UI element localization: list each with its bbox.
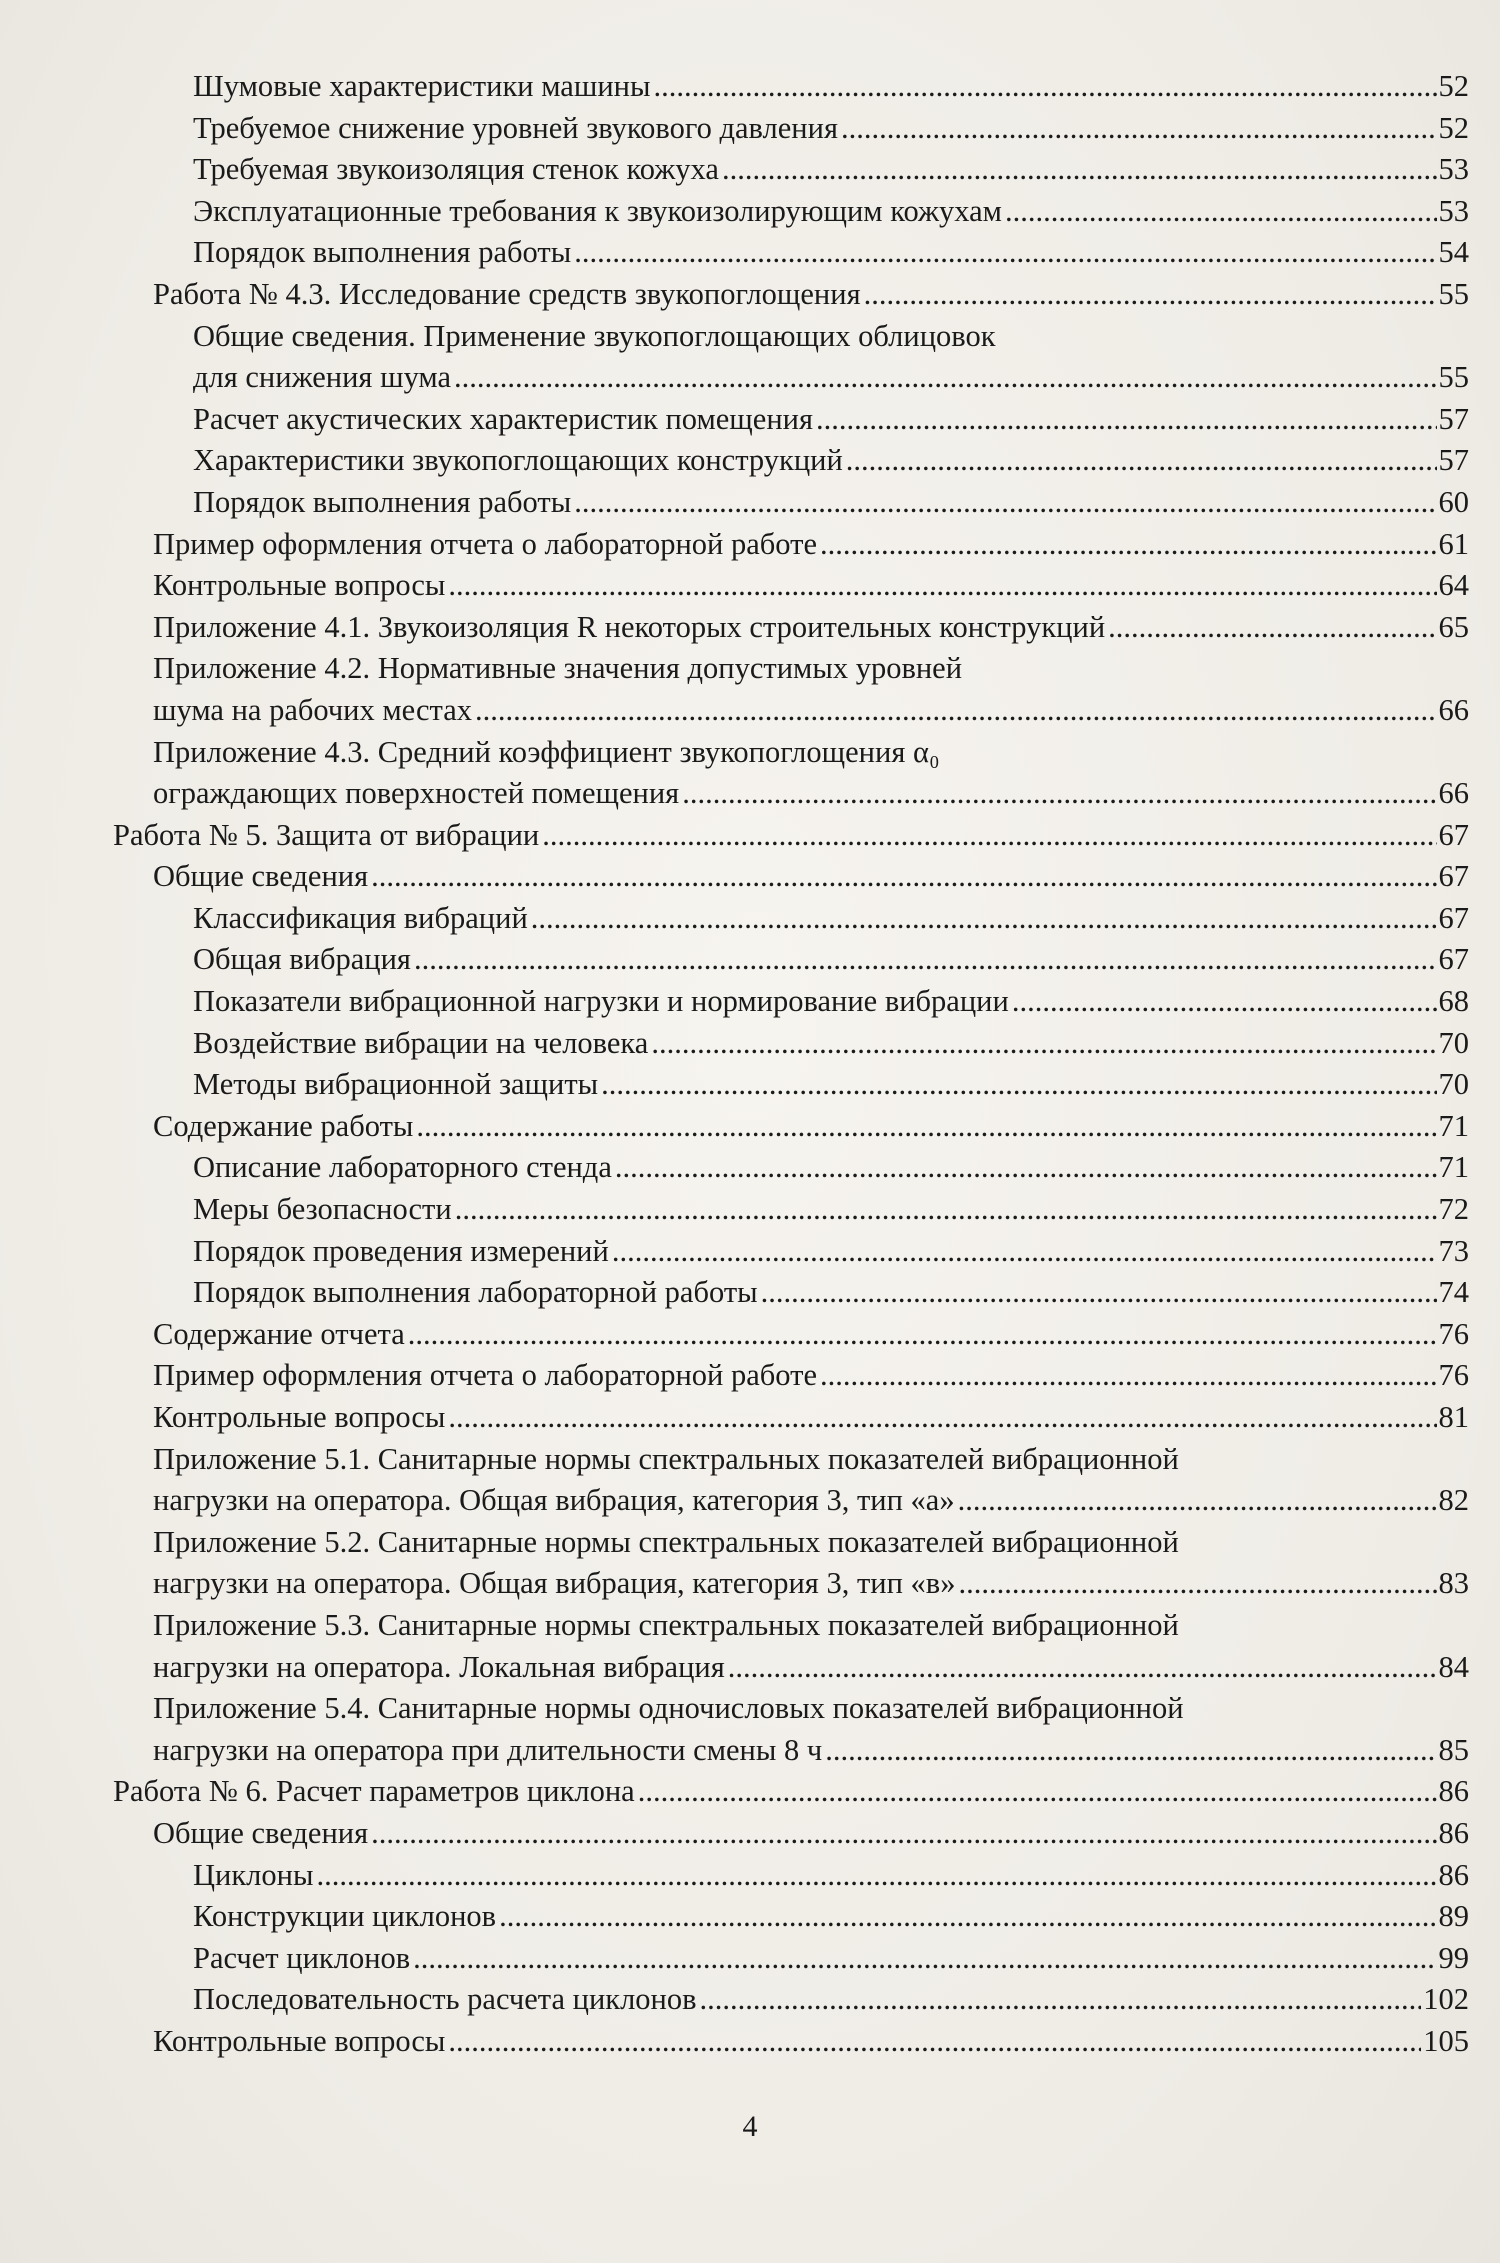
toc-entry-title: Порядок выполнения лабораторной работы — [193, 1275, 758, 1310]
toc-entry — [0, 1189, 1500, 1231]
dot-leader — [612, 1233, 1437, 1267]
toc-entry-page: 65 — [1438, 609, 1469, 644]
dot-leader — [728, 1649, 1437, 1683]
toc-entry-title: Пример оформления отчета о лабораторной работе — [153, 1358, 818, 1393]
toc-entry — [0, 1231, 1500, 1273]
toc-entry-title: Воздействие вибрации на человека — [193, 1025, 649, 1060]
toc-entry — [0, 981, 1500, 1023]
toc-entry-title: нагрузки на оператора. Общая вибрация, категория 3, тип «а» — [153, 1483, 955, 1518]
toc-entry-title: для снижения шума — [193, 360, 452, 395]
toc-entry-page: 61 — [1438, 526, 1469, 561]
toc-entry-page: 66 — [1438, 776, 1469, 811]
toc-entry-title: Работа № 5. Защита от вибрации — [113, 817, 540, 852]
page-number: 4 — [742, 2110, 758, 2143]
table-of-contents — [0, 66, 1500, 2063]
toc-entry — [0, 939, 1500, 981]
toc-entry — [0, 399, 1500, 441]
toc-entry-page: 57 — [1438, 443, 1469, 478]
toc-entry — [0, 856, 1500, 898]
toc-entry-title: ограждающих поверхностей помещения — [153, 776, 680, 811]
toc-entry-page: 55 — [1438, 360, 1469, 395]
toc-entry-page: 67 — [1438, 900, 1469, 935]
toc-entry-title: Расчет акустических характеристик помещения — [193, 401, 813, 436]
toc-entry — [0, 274, 1500, 316]
toc-entry-title: Классификация вибраций — [193, 900, 528, 935]
toc-entry-page: 52 — [1438, 69, 1469, 103]
dot-leader — [761, 1274, 1437, 1308]
dot-leader — [371, 1815, 1436, 1849]
toc-entry-title: Порядок проведения измерений — [193, 1233, 609, 1268]
toc-entry — [0, 1688, 1500, 1771]
toc-entry-title: нагрузки на оператора при длительности смены 8 ч — [153, 1732, 823, 1767]
toc-entry-title: Приложение 5.3. Санитарные нормы спектральных показателей вибрационной — [153, 1607, 1179, 1642]
dot-leader — [816, 401, 1437, 435]
dot-leader — [958, 1565, 1436, 1599]
toc-entry-page: 86 — [1438, 1857, 1469, 1892]
toc-entry-title: шума на рабочих местах — [153, 692, 472, 727]
toc-entry-title: Контрольные вопросы — [153, 568, 446, 603]
toc-entry-title: Приложение 4.2. Нормативные значения допустимых уровней — [153, 651, 963, 686]
toc-entry-title: Работа № 6. Расчет параметров циклона — [113, 1774, 635, 1809]
dot-leader — [413, 1940, 1436, 1974]
toc-entry-page: 83 — [1438, 1566, 1469, 1601]
toc-entry-title: Меры безопасности — [193, 1192, 452, 1227]
toc-entry-title: Работа № 4.3. Исследование средств звукопоглощения — [153, 276, 861, 311]
dot-leader — [864, 276, 1437, 310]
toc-entry-title: Циклоны — [193, 1857, 314, 1892]
dot-leader — [722, 151, 1437, 185]
toc-entry — [0, 607, 1500, 649]
toc-entry-title: Требуемое снижение уровней звукового давления — [193, 110, 838, 145]
toc-entry-page: 67 — [1438, 817, 1469, 852]
toc-entry-title: Контрольные вопросы — [153, 2023, 446, 2058]
toc-entry-page: 67 — [1438, 942, 1469, 977]
toc-entry — [0, 2021, 1500, 2063]
toc-entry-title: нагрузки на оператора. Локальная вибрация — [153, 1649, 725, 1684]
toc-entry-page: 86 — [1438, 1774, 1469, 1809]
toc-entry-page: 66 — [1438, 692, 1469, 727]
toc-entry — [0, 232, 1500, 274]
toc-entry-page: 53 — [1438, 193, 1469, 228]
toc-entry — [0, 732, 1500, 815]
toc-entry — [0, 66, 1500, 108]
dot-leader — [316, 1857, 1436, 1891]
dot-leader — [455, 1191, 1437, 1225]
toc-entry-title: Конструкции циклонов — [193, 1899, 497, 1934]
dot-leader — [1005, 193, 1437, 227]
toc-entry-page: 60 — [1438, 484, 1469, 519]
toc-entry-title: Общие сведения — [153, 1815, 369, 1850]
toc-entry — [0, 1522, 1500, 1605]
toc-entry — [0, 1605, 1500, 1688]
toc-entry — [0, 316, 1500, 399]
dot-leader — [454, 359, 1436, 393]
toc-entry — [0, 1938, 1500, 1980]
toc-entry-page: 72 — [1438, 1192, 1469, 1227]
toc-entry-title: Эксплуатационные требования к звукоизолирующим кожухам — [193, 193, 1002, 228]
dot-leader — [416, 1108, 1436, 1142]
dot-leader — [653, 68, 1436, 102]
toc-entry — [0, 1314, 1500, 1356]
toc-entry-title: Общие сведения — [153, 859, 369, 894]
toc-entry-page: 64 — [1438, 568, 1469, 603]
toc-entry-title: Порядок выполнения работы — [193, 484, 572, 519]
toc-entry — [0, 1397, 1500, 1439]
dot-leader — [958, 1482, 1437, 1516]
dot-leader — [1012, 983, 1437, 1017]
toc-entry — [0, 524, 1500, 566]
toc-entry-title: Требуемая звукоизоляция стенок кожуха — [193, 152, 719, 187]
toc-entry — [0, 1896, 1500, 1938]
toc-entry-title: Показатели вибрационной нагрузки и нормирование вибрации — [193, 984, 1009, 1019]
toc-entry-page: 67 — [1438, 859, 1469, 894]
toc-entry-page: 76 — [1438, 1316, 1469, 1351]
toc-entry-page: 105 — [1423, 2023, 1469, 2058]
toc-entry — [0, 440, 1500, 482]
toc-entry-title: Контрольные вопросы — [153, 1400, 446, 1434]
toc-entry-page: 55 — [1438, 276, 1469, 311]
toc-entry-title: нагрузки на оператора. Общая вибрация, категория 3, тип «в» — [153, 1566, 956, 1601]
toc-entry-title: Общие сведения. Применение звукопоглощающих облицовок — [193, 318, 996, 353]
dot-leader — [651, 1025, 1436, 1059]
toc-entry-title: Содержание работы — [153, 1108, 414, 1143]
toc-entry-page: 89 — [1438, 1899, 1469, 1934]
dot-leader — [448, 567, 1436, 601]
dot-leader — [601, 1066, 1436, 1100]
dot-leader — [1108, 609, 1436, 643]
toc-entry-page: 71 — [1438, 1108, 1469, 1143]
toc-entry-title: Описание лабораторного стенда — [193, 1150, 612, 1185]
dot-leader — [574, 234, 1436, 268]
toc-entry — [0, 898, 1500, 940]
dot-leader — [408, 1316, 1437, 1350]
dot-leader — [542, 817, 1436, 851]
toc-entry-page: 54 — [1438, 235, 1469, 270]
toc-entry — [0, 648, 1500, 731]
toc-entry-page: 71 — [1438, 1150, 1469, 1185]
dot-leader — [700, 1981, 1422, 2015]
dot-leader — [448, 1399, 1436, 1433]
toc-entry — [0, 108, 1500, 150]
toc-entry-title: Характеристики звукопоглощающих конструкций — [193, 443, 843, 478]
toc-entry-page: 74 — [1438, 1275, 1469, 1310]
dot-leader — [371, 858, 1436, 892]
dot-leader — [531, 900, 1437, 934]
toc-entry-page: 73 — [1438, 1233, 1469, 1268]
toc-entry-title: Пример оформления отчета о лабораторной работе — [153, 526, 818, 561]
toc-entry — [0, 1813, 1500, 1855]
toc-entry-title: Приложение 4.3. Средний коэффициент звукопоглощения α₀ — [153, 734, 940, 769]
toc-entry — [0, 815, 1500, 857]
toc-entry-title: Приложение 4.1. Звукоизоляция R некоторых строительных конструкций — [153, 609, 1106, 644]
toc-entry — [0, 1855, 1500, 1897]
dot-leader — [414, 941, 1437, 975]
toc-entry-title: Расчет циклонов — [193, 1940, 411, 1975]
toc-entry-title: Шумовые характеристики машины — [193, 69, 651, 103]
toc-entry-title: Порядок выполнения работы — [193, 235, 572, 270]
toc-entry-page: 68 — [1438, 984, 1469, 1019]
toc-entry-title: Общая вибрация — [193, 942, 411, 977]
dot-leader — [499, 1898, 1436, 1932]
toc-entry — [0, 1979, 1500, 2021]
toc-entry — [0, 1272, 1500, 1314]
dot-leader — [574, 484, 1436, 518]
toc-entry — [0, 1355, 1500, 1397]
toc-entry-page: 82 — [1438, 1483, 1469, 1518]
toc-entry-page: 57 — [1438, 401, 1469, 436]
dot-leader — [615, 1149, 1437, 1183]
toc-entry — [0, 1106, 1500, 1148]
dot-leader — [841, 110, 1437, 144]
toc-entry-page: 99 — [1438, 1940, 1469, 1975]
toc-entry-title: Методы вибрационной защиты — [193, 1067, 599, 1102]
toc-entry — [0, 565, 1500, 607]
toc-entry-page: 76 — [1438, 1358, 1469, 1393]
toc-entry-page: 84 — [1438, 1649, 1469, 1684]
dot-leader — [475, 692, 1437, 726]
toc-entry — [0, 482, 1500, 524]
toc-entry — [0, 1147, 1500, 1189]
toc-entry-page: 52 — [1438, 110, 1469, 145]
dot-leader — [682, 775, 1436, 809]
toc-entry — [0, 1023, 1500, 1065]
toc-entry-page: 81 — [1438, 1400, 1469, 1434]
toc-entry-page: 85 — [1438, 1732, 1469, 1767]
toc-entry-page: 70 — [1438, 1067, 1469, 1102]
dot-leader — [448, 2023, 1421, 2057]
dot-leader — [638, 1773, 1437, 1807]
toc-entry — [0, 1439, 1500, 1522]
dot-leader — [825, 1732, 1436, 1766]
toc-entry-title: Содержание отчета — [153, 1316, 405, 1351]
toc-entry — [0, 1064, 1500, 1106]
toc-entry-page: 70 — [1438, 1025, 1469, 1060]
toc-entry-title: Приложение 5.2. Санитарные нормы спектральных показателей вибрационной — [153, 1524, 1179, 1559]
toc-entry — [0, 149, 1500, 191]
toc-entry-page: 102 — [1423, 1982, 1469, 2017]
toc-entry-title: Последовательность расчета циклонов — [193, 1982, 697, 2017]
toc-entry-page: 53 — [1438, 152, 1469, 187]
dot-leader — [820, 526, 1436, 560]
dot-leader — [820, 1357, 1436, 1391]
toc-entry-title: Приложение 5.4. Санитарные нормы одночисловых показателей вибрационной — [153, 1691, 1184, 1726]
toc-entry — [0, 1771, 1500, 1813]
dot-leader — [846, 442, 1437, 476]
toc-entry-page: 86 — [1438, 1815, 1469, 1850]
toc-entry-title: Приложение 5.1. Санитарные нормы спектральных показателей вибрационной — [153, 1441, 1179, 1476]
toc-entry — [0, 191, 1500, 233]
